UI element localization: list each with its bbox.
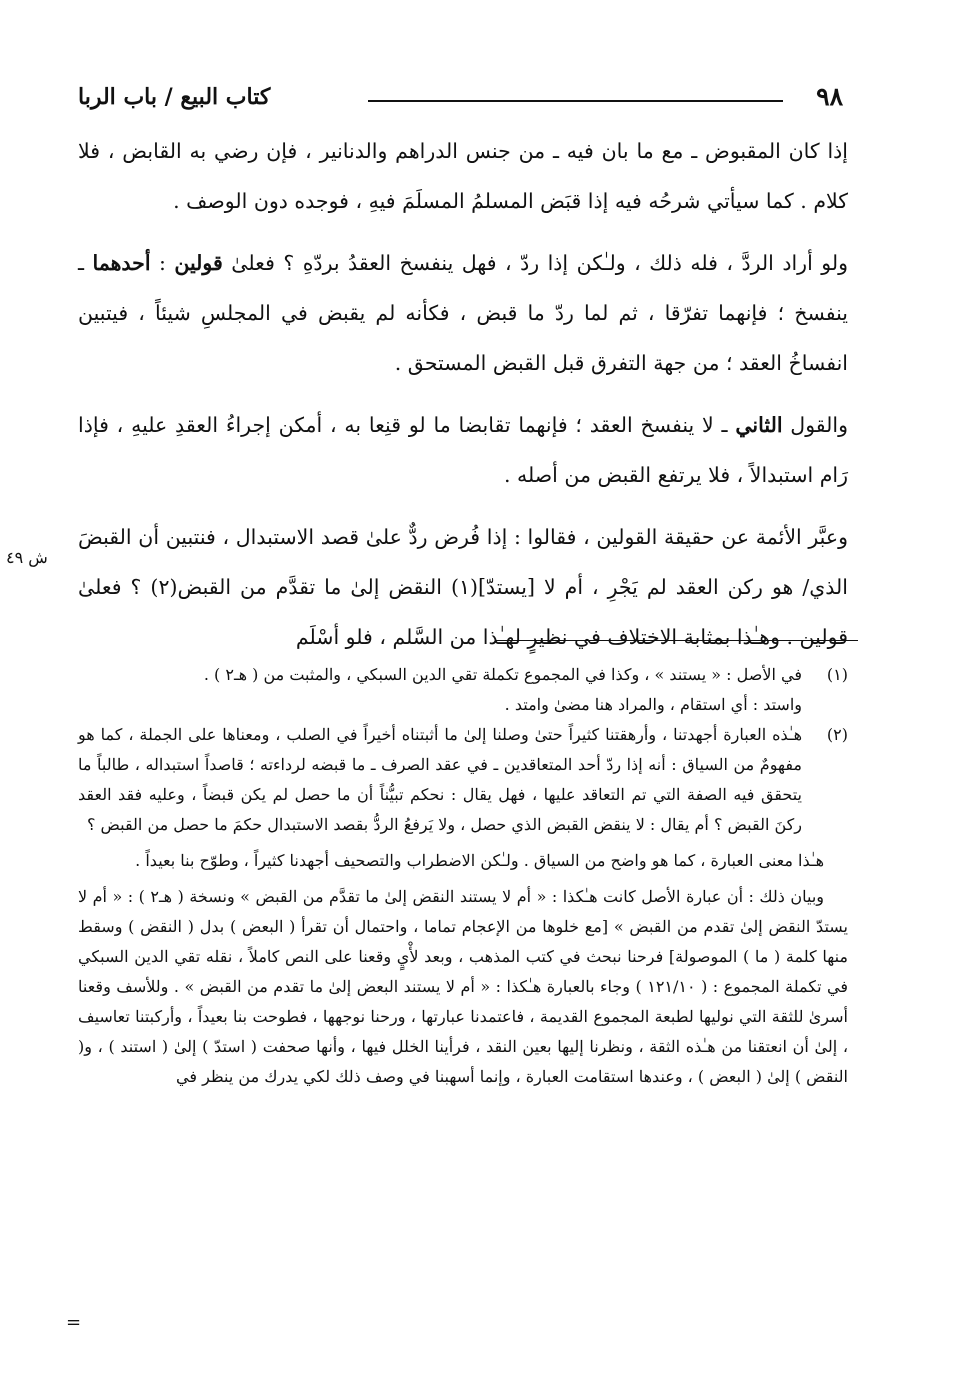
paragraph-3-part-b: ـ لا ينفسخ العقد ؛ فإنهما تقابضا ما لو قنِعا به ، أمكن إجراءُ العقدِ عليهِ ، فإذا رَام استبدالاً ، فلا يرتفع القبض من أصله . xyxy=(78,413,848,487)
footnote-line: واستد : أي استقام ، والمراد هنا مضىٰ وامتد . xyxy=(504,695,802,714)
paragraph-2-part-b: : xyxy=(150,251,175,275)
paragraph-2 xyxy=(78,238,848,388)
footnote-1 xyxy=(78,660,848,720)
footnote-number: (١) xyxy=(826,665,848,684)
bold-term-qawlayn: قولين xyxy=(174,251,223,275)
header-rule xyxy=(368,100,783,102)
footnote-continuation: وبيان ذلك : أن عبارة الأصل كانت هـٰكذا : « أم لا يستند النقض إلىٰ ما تقدَّم من القبض » ونسخة ( هـ٢ ) : « أم لا يستدّ النقض إلىٰ تقدم من القبض » [مع خلوها من الإعجام تماما ، واحتمال أن تقرأ ( البعض ) بدل ( النقض ) وسقط منها كلمة ( ما ) الموصولة] فرحنا نبحث في كتب المذهب ، وبعد لأْيٍ وقعنا على النص كاملاً ، نقله تقي الدين السبكي في تكملة المجموع : ( ١٢١/١٠ ) وجاء بالعبارة هـٰكذا : « أم لا يستند البعض إلىٰ ما تقدم من القبض » . وللأسف وقعنا أسرىٰ للثقة التي نوليها لطبعة المجموع القديمة ، فاعتمدنا عبارتها ، ورحنا نوجهها ، فطوحت بنا بعيداً ، وأركبتنا تعاسيف ، إلىٰ أن انعتقنا من هـٰذه الثقة ، ونظرنا إليها بعين النقد ، فرأينا الخلل فيها ، وأنها صحفت ( استدّ ) إلىٰ ( استند ) ، و( النقض ) إلىٰ ( البعض ) ، وعندها استقامت العبارة ، وإنما أسهبنا في وصف ذلك لكي يدرك من ينظر في xyxy=(78,887,849,1086)
bold-term-ahaduhuma: أحدهما xyxy=(92,251,151,275)
continuation-mark: = xyxy=(66,1312,82,1333)
paragraph-1: إذا كان المقبوض ـ مع ما بان فيه ـ من جنس الدراهم والدنانير ، فإن رضي به القابض ، فلا كلام . كما سيأتي شرحُه فيه إذا قبَض المسلمُ المسلَمَ فيهِ ، فوجده دون الوصف . xyxy=(78,139,848,213)
page-header xyxy=(78,78,843,122)
running-title: كتاب البيع / باب الربا xyxy=(78,84,271,110)
page-number: ٩٨ xyxy=(816,82,843,111)
footnote-2 xyxy=(78,720,848,840)
footnote-separator xyxy=(496,640,858,641)
bold-term-thani: الثاني xyxy=(735,413,783,437)
paragraph-4: وعبَّر الأئمة عن حقيقة القولين ، فقالوا : إذا فُرض ردٌّ علىٰ قصد الاستبدال ، فنتبين أن القبضَ الذي/ هو ركن العقد لم يَجْرِ ، أم لا [يستدّ](١) النقض إلىٰ ما تقدَّم من القبض(٢) ؟ فعلىٰ قولين . وهـٰذا بمثابة الاختلاف في نظيرٍ لهـٰذا من السَّلم ، فلو أسْلَم xyxy=(78,525,848,649)
paragraph-3 xyxy=(78,400,848,500)
footnotes xyxy=(78,660,848,1092)
footnote-text xyxy=(78,720,802,840)
paragraph-2-part-c: ـ ينفسخ ؛ فإنهما تفرّقا ، ثم لما ردّ ما قبض ، فكأنه لم يقبض في المجلسِ شيئاً ، فيتبين انفساخُ العقد ؛ من جهة التفرق قبل القبض المستحق . xyxy=(78,251,849,375)
paragraph-3-part-a: والقول xyxy=(782,413,849,437)
footnote-text xyxy=(78,660,802,720)
footnote-line: هـٰذه العبارة أجهدتنا ، وأرهقتنا كثيراً حتىٰ وصلنا إلىٰ ما أثبتناه أخيراً في الصلب ، ومعناها على الجملة ، كما هو مفهومٌ من السياق : أنه إذا ردّ أحد المتعاقدين ـ في عقد الصرف ـ ما قبضه لرداءته ؛ قاصداً استبداله ، طالباً ما يتحقق فيه الصفة التي تم التعاقد عليها ، فهل يقال : نحكم تبيُّناً أن ما حصل لم يكن قبضاً ، وعليه فقد العقد ركنَ القبض ؟ أم يقال : لا ينقض القبض الذي حصل ، ولا يَرفعُ الردُّ بقصد الاستبدال حكمَ ما حصل من القبض ؟ xyxy=(78,725,803,834)
footnote-line: في الأصل : « يستند » ، وكذا في المجموع تكملة تقي الدين السبكي ، والمثبت من ( هـ٢ ) . xyxy=(203,665,802,684)
margin-manuscript-note: ش ٤٩ xyxy=(6,548,48,567)
footnote-number: (٢) xyxy=(826,725,848,744)
footnote-continuation: هـٰذا معنى العبارة ، كما هو واضح من السياق . ولـٰكن الاضطراب والتصحيف أجهدنا كثيراً ، وطوّح بنا بعيداً . xyxy=(135,851,824,870)
main-text xyxy=(78,126,848,674)
paragraph-2-part-a: ولو أراد الردَّ ، فله ذلك ، ولـٰكن إذا ردّ ، فهل ينفسخ العقدُ بردّهِ ؟ فعلىٰ xyxy=(222,251,848,275)
